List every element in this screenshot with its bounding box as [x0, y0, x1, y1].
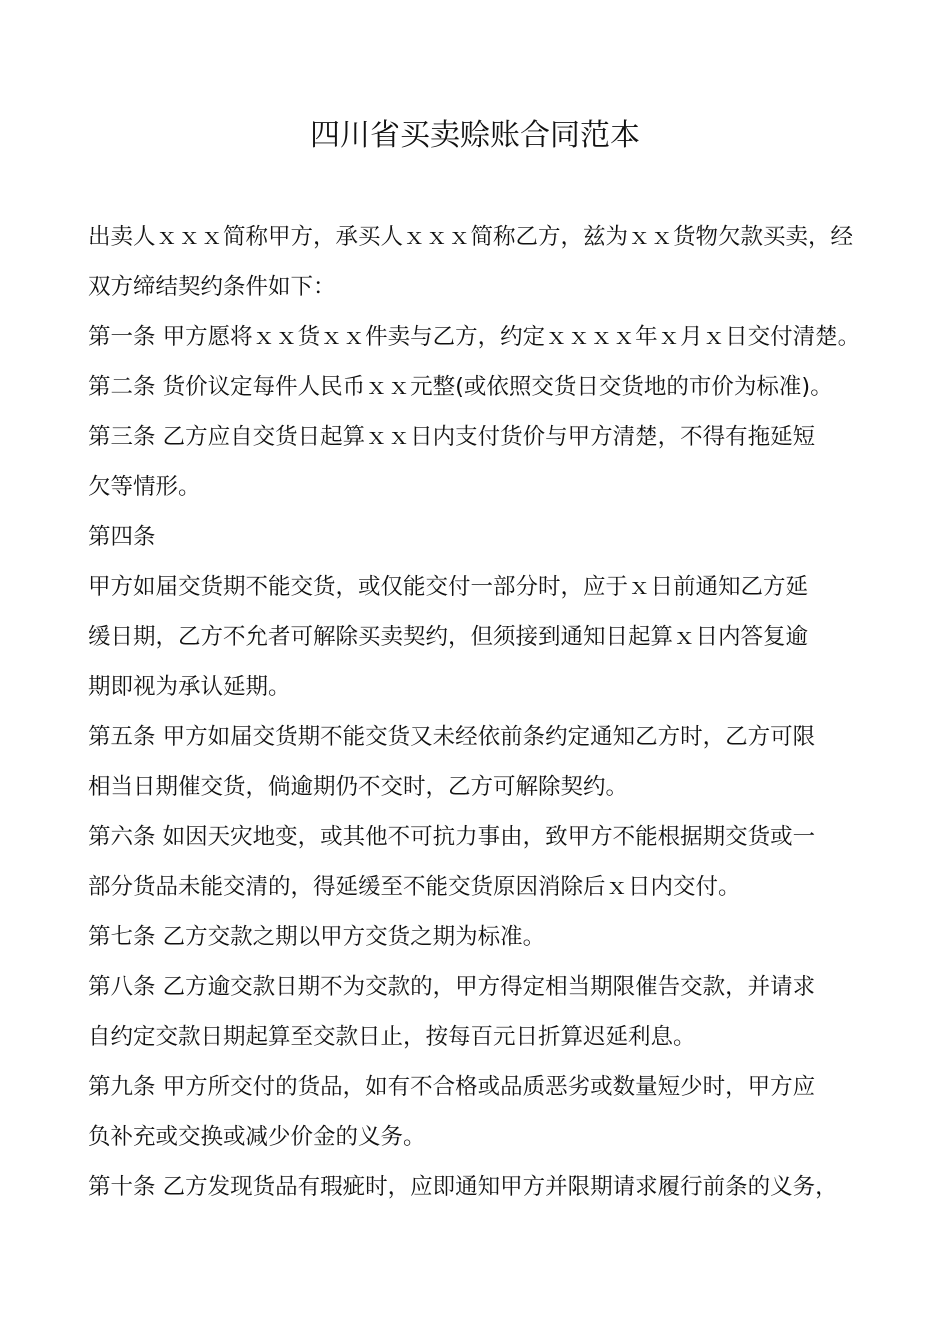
- article-6-line: 第六条 如因天灾地变，或其他不可抗力事由，致甲方不能根据期交货或一: [88, 824, 816, 850]
- article-1-line: 第一条 甲方愿将ｘｘ货ｘｘ件卖与乙方，约定ｘｘｘｘ年ｘ月ｘ日交付清楚。: [88, 324, 861, 350]
- text-line: 甲方如届交货期不能交货，或仅能交付一部分时，应于ｘ日前通知乙方延: [88, 574, 809, 600]
- text-line: 双方缔结契约条件如下：: [88, 274, 336, 300]
- text-line: 部分货品未能交清的，得延缓至不能交货原因消除后ｘ日内交付。: [88, 874, 741, 900]
- article-8-line: 第八条 乙方逾交款日期不为交款的，甲方得定相当期限催告交款，并请求: [88, 974, 816, 1000]
- text-line: 欠等情形。: [88, 474, 201, 500]
- document-title: 四川省买卖赊账合同范本: [310, 118, 640, 153]
- article-5-line: 第五条 甲方如届交货期不能交货又未经依前条约定通知乙方时，乙方可限: [88, 724, 816, 750]
- article-4-heading: 第四条: [88, 524, 156, 550]
- article-10-line: 第十条 乙方发现货品有瑕疵时，应即通知甲方并限期请求履行前条的义务，: [88, 1174, 838, 1200]
- article-2-line: 第二条 货价议定每件人民币ｘｘ元整(或依照交货日交货地的市价为标准)。: [88, 374, 833, 400]
- text-line: 负补充或交换或减少价金的义务。: [88, 1124, 426, 1150]
- text-line: 期即视为承认延期。: [88, 674, 291, 700]
- text-line: 出卖人ｘｘｘ简称甲方，承买人ｘｘｘ简称乙方，兹为ｘｘ货物欠款买卖，经: [88, 224, 854, 250]
- article-9-line: 第九条 甲方所交付的货品，如有不合格或品质恶劣或数量短少时，甲方应: [88, 1074, 816, 1100]
- article-3-line: 第三条 乙方应自交货日起算ｘｘ日内支付货价与甲方清楚，不得有拖延短: [88, 424, 816, 450]
- document-body: [88, 212, 870, 1212]
- text-line: 相当日期催交货，倘逾期仍不交时，乙方可解除契约。: [88, 774, 629, 800]
- text-line: 缓日期，乙方不允者可解除买卖契约，但须接到通知日起算ｘ日内答复逾: [88, 624, 809, 650]
- text-line: 自约定交款日期起算至交款日止，按每百元日折算迟延利息。: [88, 1024, 696, 1050]
- article-7-line: 第七条 乙方交款之期以甲方交货之期为标准。: [88, 924, 546, 950]
